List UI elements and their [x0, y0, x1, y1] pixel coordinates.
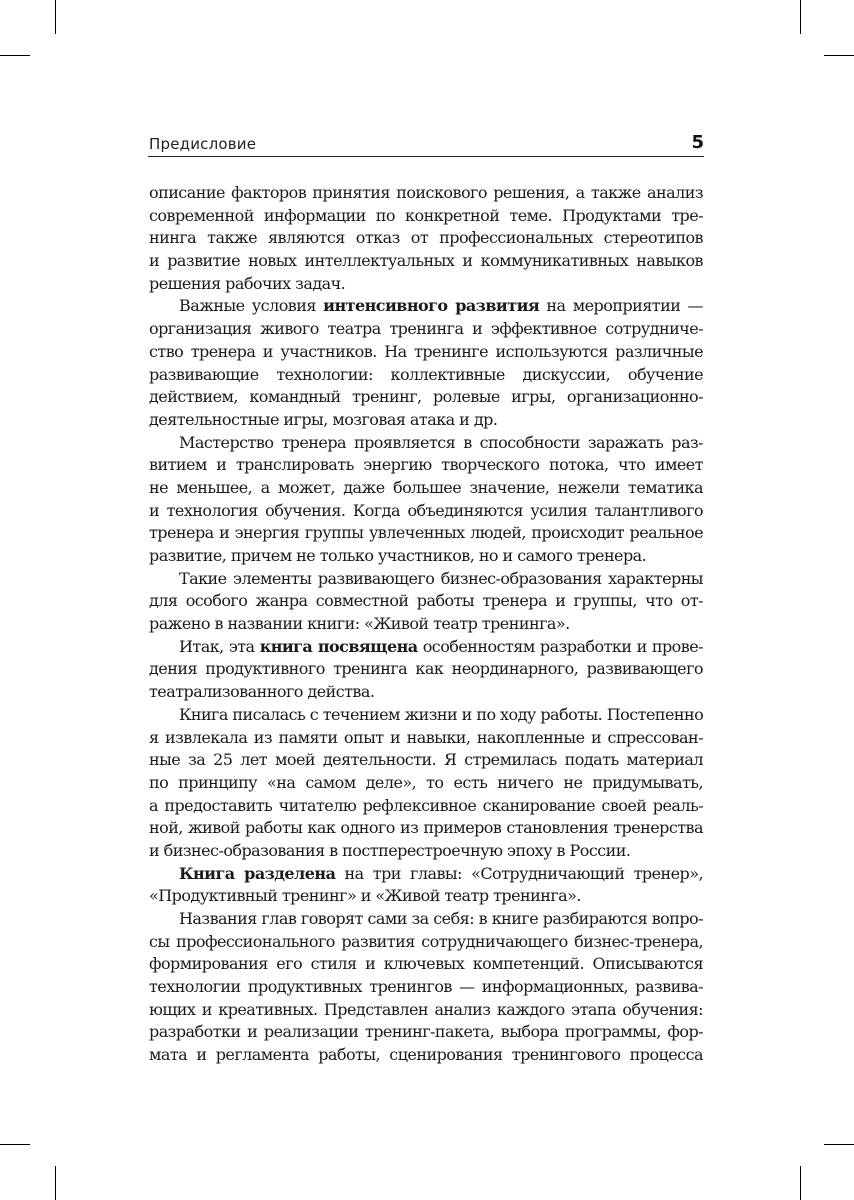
crop-mark — [0, 1144, 30, 1145]
text-line — [149, 772, 703, 795]
text-line — [149, 205, 703, 228]
text-segment: Названия глав говорят сами за себя: в книге разбираются вопро- — [179, 909, 703, 928]
text-line — [149, 953, 703, 976]
text-segment: технологии продуктивных тренингов — информационных, развива- — [149, 977, 703, 997]
text-segment: я извлекала из памяти опыт и навыки, накопленные и спрессован- — [149, 727, 703, 747]
running-header — [148, 132, 704, 157]
text-segment: формирования его стиля и ключевых компетенций. Описываются — [149, 954, 703, 974]
text-line — [149, 273, 703, 296]
text-line — [149, 409, 703, 432]
body-text — [149, 182, 703, 1067]
crop-mark — [800, 1166, 801, 1200]
text-line — [149, 454, 703, 477]
text-segment: Итак, эта — [179, 636, 260, 656]
text-segment: и бизнес-образования в постперестроечную эпоху в России. — [149, 840, 631, 860]
text-line — [149, 749, 703, 772]
crop-mark — [55, 0, 56, 34]
text-line — [149, 477, 703, 500]
page-number: 5 — [691, 132, 704, 153]
text-line — [149, 636, 703, 659]
text-line — [149, 795, 703, 818]
text-line — [149, 727, 703, 750]
text-line — [149, 500, 703, 523]
text-line — [149, 364, 703, 387]
text-segment: и развитие новых интеллектуальных и коммуникативных навыков — [149, 251, 703, 271]
text-segment: витием и транслировать энергию творческого потока, что имеет — [149, 455, 703, 475]
crop-mark — [824, 55, 854, 56]
text-line — [149, 931, 703, 954]
text-segment: особенностям разработки и прове- — [417, 636, 703, 656]
text-segment: «Продуктивный тренинг» и «Живой театр тренинга». — [149, 886, 581, 906]
text-line — [149, 545, 703, 568]
crop-mark — [800, 0, 801, 34]
text-segment: театрализованного действа. — [149, 682, 375, 702]
text-segment: ющих и креативных. Представлен анализ каждого этапа обучения: — [149, 999, 703, 1019]
crop-mark — [0, 55, 30, 56]
text-segment: Важные условия — [179, 296, 324, 316]
text-segment: организация живого театра тренинга и эффективное сотрудниче- — [149, 319, 703, 339]
text-segment: ражено в названии книги: «Живой театр тренинга». — [149, 614, 570, 634]
bold-phrase: интенсивного развития — [323, 296, 540, 316]
bold-phrase: Книга разделена — [179, 863, 336, 883]
bold-phrase: книга посвящена — [259, 636, 418, 656]
text-segment: ной, живой работы как одного из примеров становления тренерства — [149, 818, 703, 838]
text-line — [149, 295, 703, 318]
text-line — [149, 568, 703, 591]
text-line — [149, 182, 703, 205]
text-line — [149, 1021, 703, 1044]
text-segment: развивающие технологии: коллективные дискуссии, обучение — [149, 364, 703, 384]
text-line — [149, 840, 703, 863]
text-line — [149, 817, 703, 840]
text-segment: по принципу «на самом деле», то есть ничего не придумывать, — [149, 772, 703, 792]
text-segment: разработки и реализации тренинг-пакета, выбора программы, фор- — [149, 1022, 703, 1042]
text-segment: нинга также являются отказ от профессиональных стереотипов — [149, 228, 703, 248]
text-segment: ство тренера и участников. На тренинге используются различные — [149, 341, 703, 361]
text-segment: деятельностные игры, мозговая атака и др. — [149, 409, 498, 429]
text-line — [149, 522, 703, 545]
crop-mark — [824, 1144, 854, 1145]
text-line — [149, 432, 703, 455]
crop-mark — [55, 1166, 56, 1200]
text-line — [149, 863, 703, 886]
text-line — [149, 999, 703, 1022]
text-line — [149, 908, 703, 931]
running-header-title: Предисловие — [149, 135, 257, 153]
text-segment: Мастерство тренера проявляется в способности заражать раз- — [179, 432, 703, 452]
text-segment: на мероприятии — — [539, 296, 704, 316]
text-line — [149, 227, 703, 250]
text-line — [149, 885, 703, 908]
text-segment: а предоставить читателю рефлексивное сканирование своей реаль- — [149, 795, 703, 815]
text-segment: не меньшее, а может, даже большее значение, нежели тематика — [149, 477, 703, 497]
text-segment: современной информации по конкретной теме. Продуктами тре- — [149, 205, 703, 225]
text-line — [149, 590, 703, 613]
text-segment: решения рабочих задач. — [149, 273, 346, 293]
text-segment: дения продуктивного тренинга как неординарного, развивающего — [149, 659, 703, 679]
text-line — [149, 613, 703, 636]
text-segment: действием, командный тренинг, ролевые игры, организационно- — [149, 387, 703, 407]
text-segment: тренера и энергия группы увлеченных людей, происходит реальное — [149, 523, 703, 543]
text-segment: Книга писалась с течением жизни и по ходу работы. Постепенно — [179, 704, 704, 724]
text-line — [149, 681, 703, 704]
text-segment: сы профессионального развития сотрудничающего бизнес-тренера, — [149, 931, 703, 951]
text-segment: на три главы: «Сотрудничающий тренер», — [335, 863, 703, 883]
text-line — [149, 704, 703, 727]
text-segment: Такие элементы развивающего бизнес-образования характерны — [179, 568, 703, 588]
text-line — [149, 341, 703, 364]
text-line — [149, 250, 703, 273]
text-segment: описание факторов принятия поискового решения, а также анализ — [149, 183, 703, 202]
text-line — [149, 318, 703, 341]
text-segment: и технология обучения. Когда объединяются усилия талантливого — [149, 500, 703, 520]
text-segment: ные за 25 лет моей деятельности. Я стремилась подать материал — [149, 750, 703, 770]
text-line — [149, 1044, 703, 1067]
text-segment: для особого жанра совместной работы тренера и группы, что от- — [149, 591, 703, 611]
text-line — [149, 658, 703, 681]
text-line — [149, 386, 703, 409]
text-segment: мата и регламента работы, сценирования тренингового процесса — [149, 1045, 703, 1065]
text-segment: развитие, причем не только участников, но и самого тренера. — [149, 546, 647, 565]
text-line — [149, 976, 703, 999]
